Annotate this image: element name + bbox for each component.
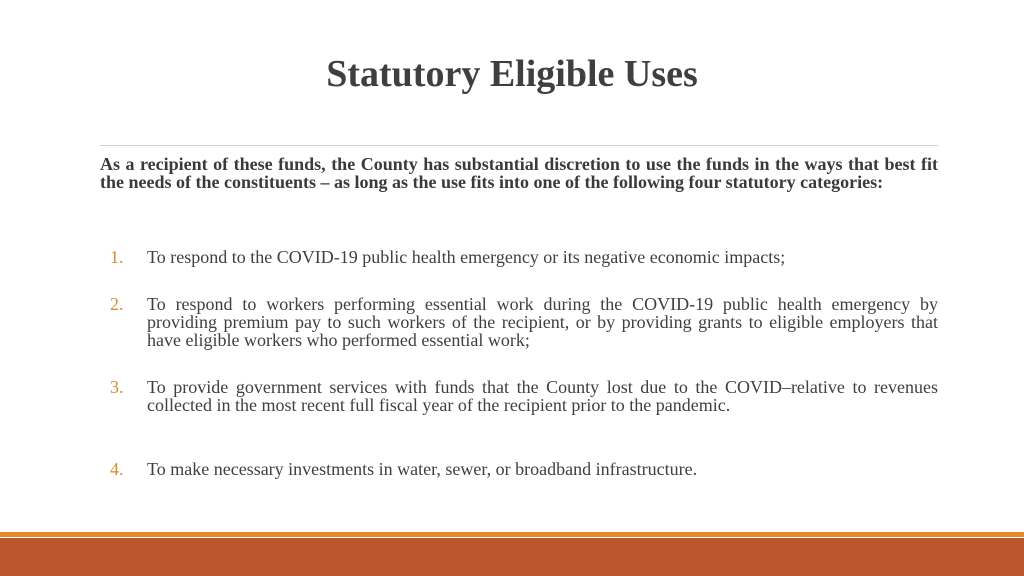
list-item-number: 4. [110,459,124,479]
footer-band [0,538,1024,576]
footer-stripe [0,532,1024,537]
list-item-text: To make necessary investments in water, sewer, or broadband infrastructure. [147,459,698,479]
list-item-text: To provide government services with funds that the County lost due to the COVID–relative to revenues collected in the most recent full fiscal year of the recipient prior to the pandemic. [147,377,938,415]
list-item-number: 1. [110,247,124,267]
list-item-number: 2. [110,294,124,314]
slide-title: Statutory Eligible Uses [326,53,698,95]
list-item-text: To respond to workers performing essential work during the COVID-19 public health emergency by providing premium pay to such workers of the recipient, or by providing grants to eligible employers that have eligible workers who performed essential work; [147,294,938,350]
intro-paragraph: As a recipient of these funds, the County has substantial discretion to use the funds in the ways that best fit the needs of the constituents – as long as the use fits into one of the following four statutory categories: [100,154,938,192]
list-item-text: To respond to the COVID-19 public health emergency or its negative economic impacts; [147,247,786,267]
list-item-number: 3. [110,377,124,397]
title-divider [100,145,938,146]
